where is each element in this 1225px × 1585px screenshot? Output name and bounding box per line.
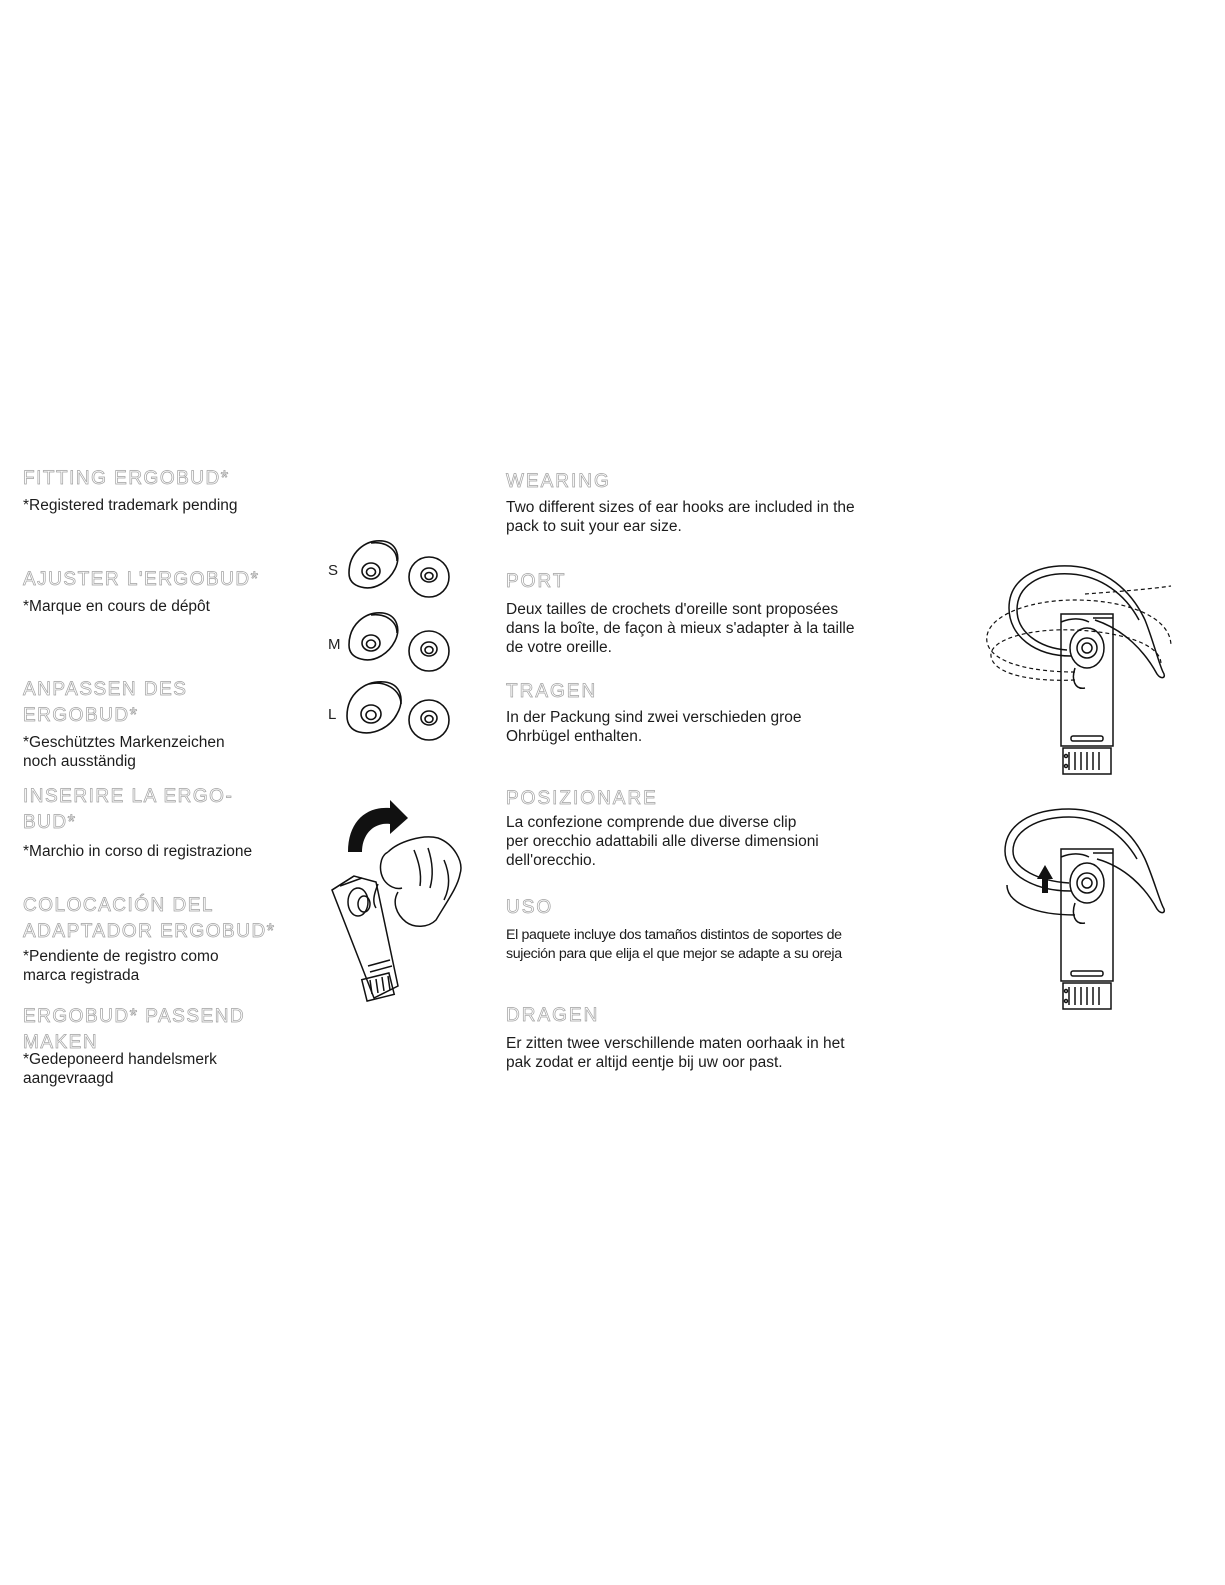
section-wearing-es bbox=[506, 895, 842, 964]
section-heading: AJUSTER L'ERGOBUD* bbox=[23, 569, 260, 590]
section-heading: COLOCACIÓN DEL ADAPTADOR ERGOBUD* bbox=[23, 895, 276, 942]
section-heading: WEARING bbox=[506, 471, 611, 492]
section-body: Er zitten twee verschillende maten oorhaak in het pak zodat er altijd eentje bij uw oor past. bbox=[506, 1035, 845, 1071]
section-heading: INSERIRE LA ERGO- BUD* bbox=[23, 786, 234, 833]
trademark-note: *Marchio in corso di registrazione bbox=[23, 843, 253, 860]
section-fitting-ergobud-de bbox=[23, 677, 225, 771]
trademark-note: *Gedeponeerd handelsmerk aangevraagd bbox=[23, 1051, 217, 1087]
section-heading: ANPASSEN DES ERGOBUD* bbox=[23, 679, 188, 726]
section-body: La confezione comprende due diverse clip per orecchio adattabili alle diverse dimensioni dell'orecchio. bbox=[506, 814, 819, 869]
section-fitting-ergobud-en bbox=[23, 466, 238, 515]
size-label-large: L bbox=[328, 706, 337, 723]
section-fitting-ergobud-es bbox=[23, 893, 276, 985]
headset-ear-hook-sizes-illustration bbox=[975, 560, 1175, 780]
section-body: El paquete incluye dos tamaños distintos de soportes de sujeción para que elija el que mejor se adapte a su oreja bbox=[506, 927, 842, 962]
trademark-note: *Marque en cours de dépôt bbox=[23, 598, 210, 615]
section-wearing-nl bbox=[506, 1003, 845, 1072]
section-body: Two different sizes of ear hooks are included in the pack to suit your ear size. bbox=[506, 499, 855, 535]
trademark-note: *Geschütztes Markenzeichen noch ausständig bbox=[23, 734, 225, 770]
section-wearing-de bbox=[506, 679, 802, 746]
section-fitting-ergobud-nl bbox=[23, 1004, 245, 1088]
section-heading: POSIZIONARE bbox=[506, 788, 658, 809]
section-fitting-ergobud-fr bbox=[23, 567, 260, 616]
ergobud-size-medium-illustration bbox=[345, 607, 455, 677]
section-body: Deux tailles de crochets d'oreille sont proposées dans la boîte, de façon à mieux s'adapter à la taille de votre oreille. bbox=[506, 601, 855, 656]
section-heading: DRAGEN bbox=[506, 1005, 600, 1026]
hand-fitting-ergobud-illustration bbox=[318, 790, 478, 1010]
ergobud-size-small-illustration bbox=[345, 535, 455, 605]
headset-ear-hook-insert-illustration bbox=[975, 795, 1175, 1015]
section-heading: ERGOBUD* PASSEND MAKEN bbox=[23, 1006, 246, 1053]
trademark-note: *Pendiente de registro como marca registrada bbox=[23, 948, 219, 984]
ergobud-size-large-illustration bbox=[345, 678, 455, 748]
section-heading: PORT bbox=[506, 571, 567, 592]
size-label-medium: M bbox=[328, 636, 341, 653]
section-wearing-en bbox=[506, 469, 855, 536]
section-wearing-it bbox=[506, 786, 819, 870]
section-fitting-ergobud-it bbox=[23, 784, 252, 861]
section-heading: USO bbox=[506, 897, 554, 918]
section-heading: FITTING ERGOBUD* bbox=[23, 468, 230, 489]
size-label-small: S bbox=[328, 562, 339, 579]
trademark-note: *Registered trademark pending bbox=[23, 497, 238, 514]
section-heading: TRAGEN bbox=[506, 681, 598, 702]
section-wearing-fr bbox=[506, 569, 855, 657]
section-body: In der Packung sind zwei verschieden groe Ohrbügel enthalten. bbox=[506, 709, 802, 745]
